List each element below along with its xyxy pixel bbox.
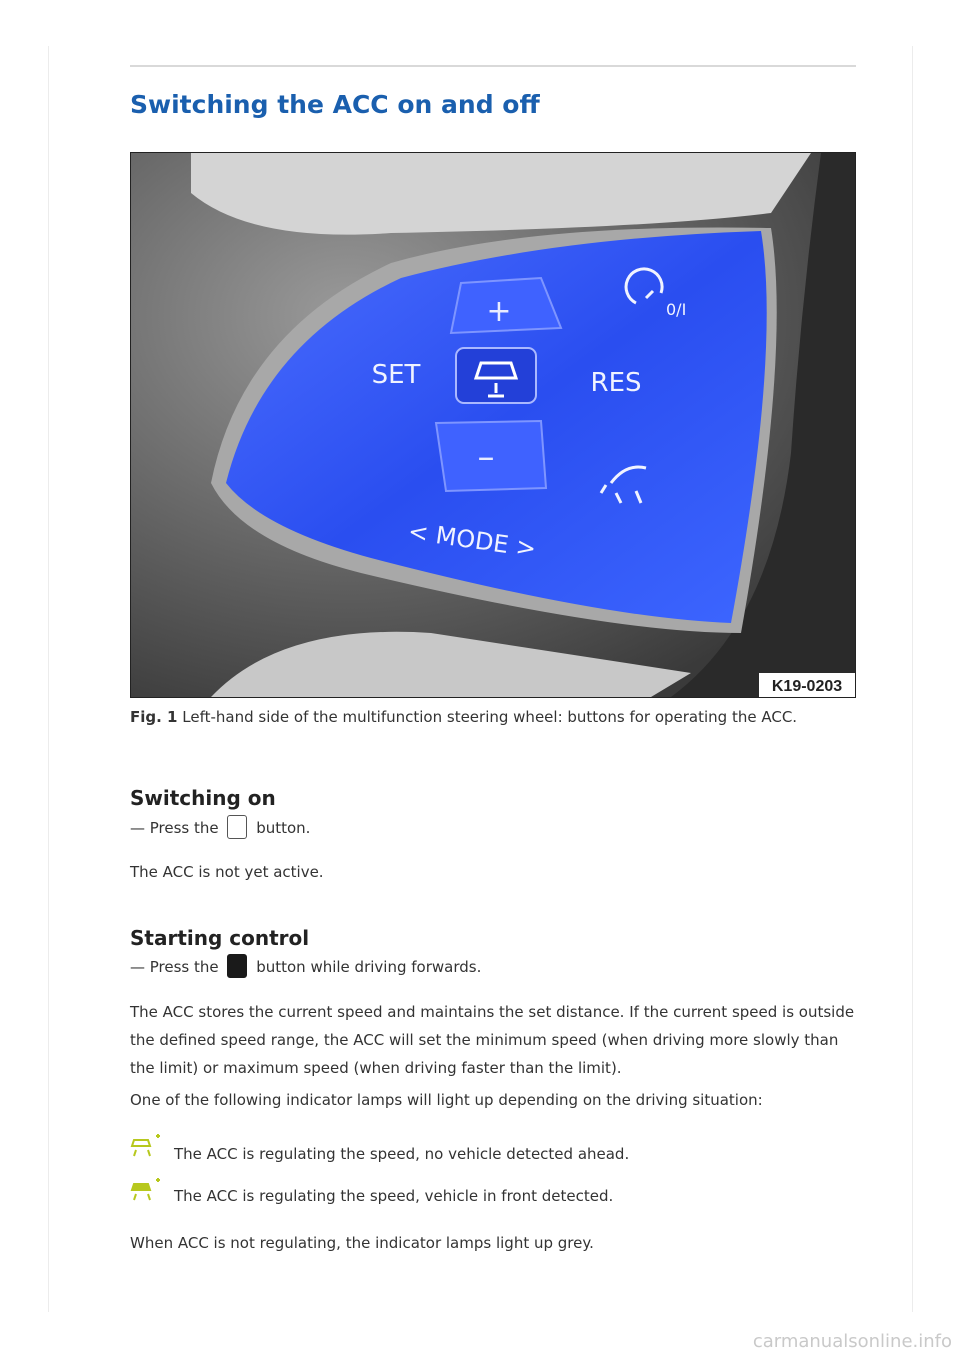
- switching-on-step: [130, 814, 860, 842]
- watermark: carmanualsonline.info: [752, 1331, 952, 1352]
- acc-lamp-vehicle-detected-icon: [130, 1176, 166, 1202]
- lamp1-text: The ACC is regulating the speed, no vehicle detected ahead.: [174, 1145, 630, 1163]
- step-prefix: — Press the: [130, 819, 219, 837]
- step-suffix: button.: [256, 819, 311, 837]
- figure-code: K19-0203: [771, 678, 843, 695]
- set-label: SET: [371, 360, 421, 390]
- switching-on-note: The ACC is not yet active.: [130, 863, 324, 881]
- caption-text: Left-hand side of the multifunction steering wheel: buttons for operating the ACC.: [182, 708, 798, 726]
- starting-control-step: [130, 953, 860, 981]
- step-suffix: button while driving forwards.: [256, 958, 482, 976]
- steering-wheel-figure: [130, 152, 856, 698]
- left-margin-line: [48, 46, 49, 1312]
- svg-text:0/I: 0/I: [666, 300, 687, 319]
- figure-caption: [130, 708, 797, 726]
- starting-control-para1: The ACC stores the current speed and maintains the set distance. If the current speed is outside the defined speed range, the ACC will set the minimum speed (when driving more slowly than the limit) or maximum speed (when driving faster than the limit).: [130, 1003, 855, 1077]
- acc-lamp-no-vehicle-icon: [130, 1132, 166, 1158]
- caption-label: Fig. 1: [130, 708, 178, 726]
- set-button-icon: [227, 954, 247, 978]
- res-label: RES: [590, 368, 642, 398]
- right-margin-line: [912, 46, 913, 1312]
- top-rule: [130, 65, 856, 67]
- acc-on-off-button-icon: [227, 815, 247, 839]
- starting-control-para2: One of the following indicator lamps will light up depending on the driving situation:: [130, 1091, 763, 1109]
- step-prefix: — Press the: [130, 958, 219, 976]
- starting-control-para3: When ACC is not regulating, the indicator lamps light up grey.: [130, 1234, 594, 1252]
- page-title: Switching the ACC on and off: [130, 90, 540, 119]
- section-title-switching-on: Switching on: [130, 786, 276, 810]
- mode-label: < MODE >: [406, 517, 538, 563]
- lamp2-text: The ACC is regulating the speed, vehicle in front detected.: [174, 1187, 614, 1205]
- plus-label: +: [486, 294, 512, 329]
- section-title-starting-control: Starting control: [130, 926, 310, 950]
- minus-label: –: [477, 437, 495, 477]
